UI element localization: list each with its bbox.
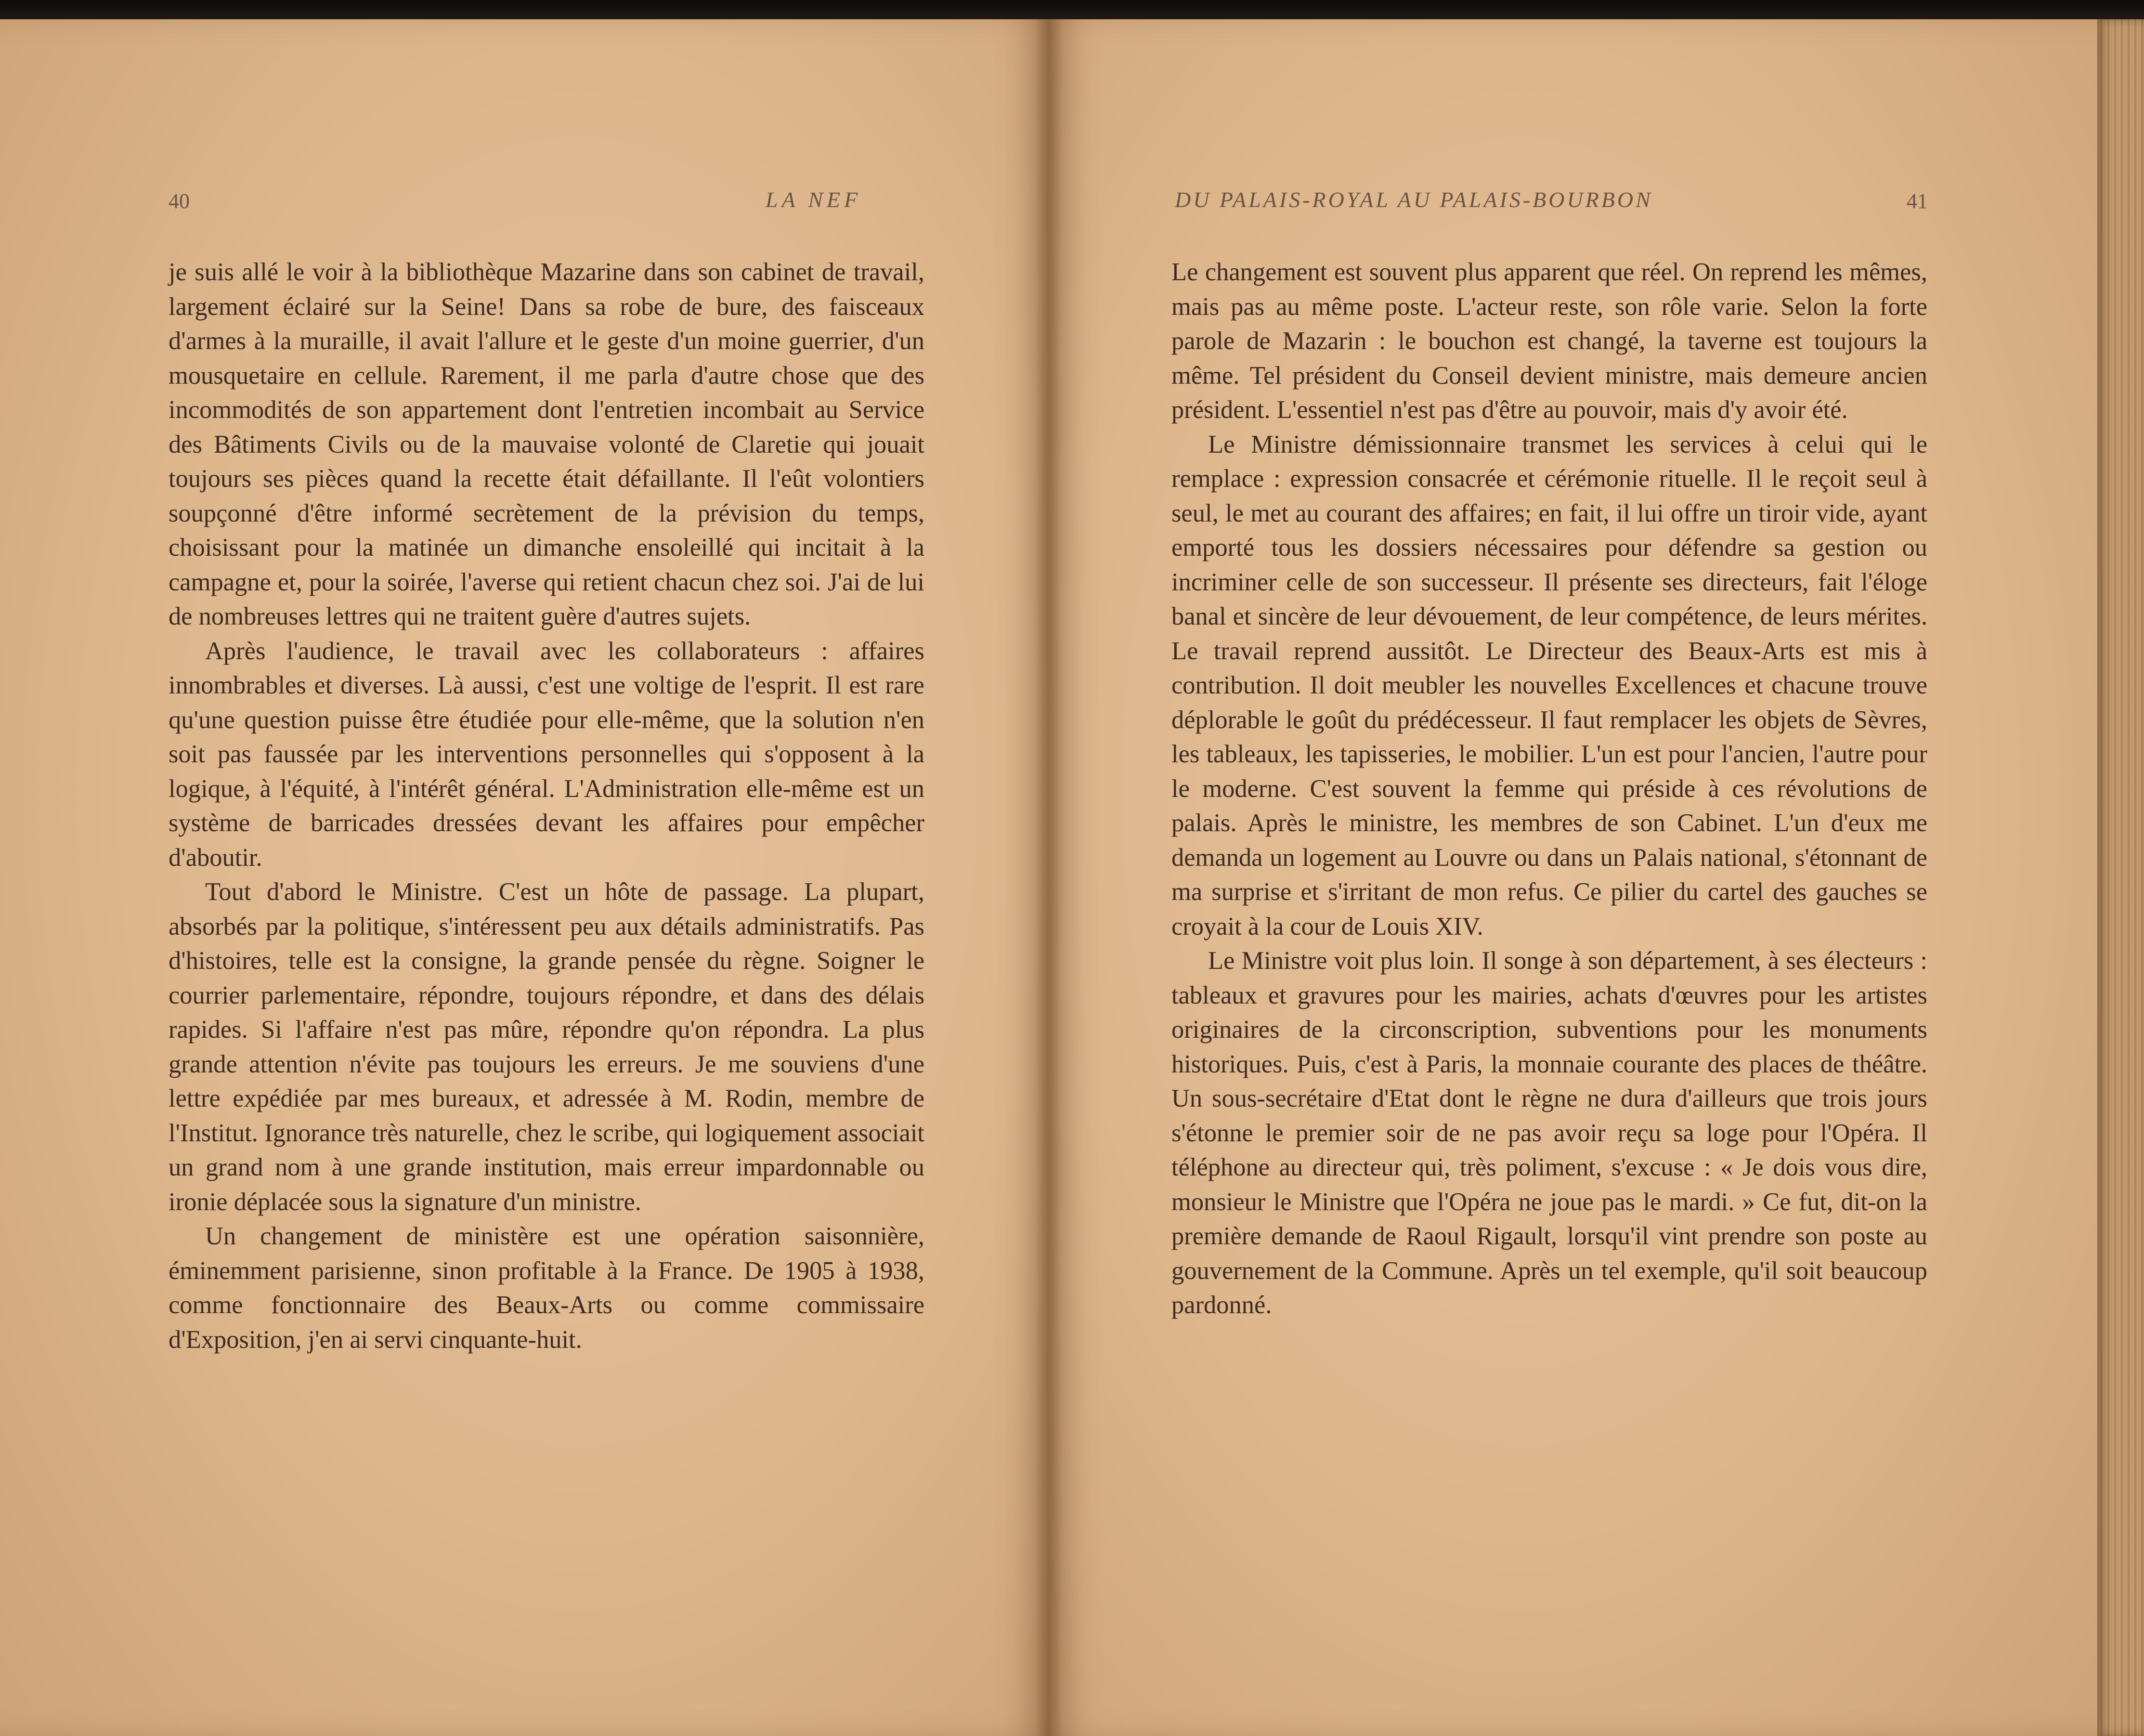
left-running-head: LA NEF <box>766 187 862 212</box>
right-paragraph-3: Le Ministre voit plus loin. Il songe à son département, à ses électeurs : tableaux et gravures pour les mairies, achats d'œuvres pour les artistes originaires de la circonscription, subventions pour les monuments historiques. Puis, c'est à Paris, la monnaie courante des places de théâtre. Un sous-secrétaire d'Etat dont le règne ne dura d'ailleurs que trois jours s'étonne le premier soir de ne pas avoir reçu sa loge pour l'Opéra. Il téléphone au directeur qui, très poliment, s'excuse : « Je dois vous dire, monsieur le Ministre que l'Opéra ne joue pas le mardi. » Ce fut, dit-on la première demande de Raoul Rigault, lorsqu'il vint prendre son poste au gouvernement de la Commune. Après un tel exemple, qu'il soit beaucoup pardonné. <box>1171 947 1927 1319</box>
right-page <box>1049 19 2097 1736</box>
right-page-number: 41 <box>1907 189 1928 213</box>
right-paragraph-1: Le changement est souvent plus apparent que réel. On reprend les mêmes, mais pas au même poste. L'acteur reste, son rôle varie. Selon la forte parole de Mazarin : le bouchon est changé, la taverne est toujours la même. Tel président du Conseil devient ministre, mais demeure ancien président. L'essentiel n'est pas d'être au pouvoir, mais d'y avoir été. <box>1171 258 1927 424</box>
right-body-text <box>1171 255 1927 1323</box>
left-paragraph-4: Un changement de ministère est une opération saisonnière, éminemment parisienne, sinon profitable à la France. De 1905 à 1938, comme fonctionnaire des Beaux-Arts ou comme commissaire d'Exposition, j'en ai servi cinquante-huit. <box>169 1222 924 1354</box>
right-running-head: DU PALAIS-ROYAL AU PALAIS-BOURBON <box>1175 187 1653 212</box>
left-page <box>0 19 1049 1736</box>
left-page-number: 40 <box>169 189 190 213</box>
book-spread <box>0 19 2144 1736</box>
left-paragraph-1: je suis allé le voir à la bibliothèque Mazarine dans son cabinet de travail, largement éclairé sur la Seine! Dans sa robe de bure, des faisceaux d'armes à la muraille, il avait l'allure et le geste d'un moine guerrier, d'un mousquetaire en cellule. Rarement, il me parla d'autre chose que des incommodités de son appartement dont l'entretien incombait au Service des Bâtiments Civils ou de la mauvaise volonté de Claretie qui jouait toujours ses pièces quand la recette était défaillante. Il l'eût volontiers soupçonné d'être informé secrètement de la prévision du temps, choisissant pour la matinée un dimanche ensoleillé qui incitait à la campagne et, pour la soirée, l'averse qui retient chacun chez soi. J'ai de lui de nombreuses lettres qui ne traitent guère d'autres sujets. <box>169 258 924 630</box>
page-edges <box>2097 19 2144 1736</box>
right-paragraph-2: Le Ministre démissionnaire transmet les services à celui qui le remplace : expression consacrée et cérémonie rituelle. Il le reçoit seul à seul, le met au courant des affaires; en fait, il lui offre un tiroir vide, ayant emporté tous les dossiers nécessaires pour défendre sa gestion ou incriminer celle de son successeur. Il présente ses directeurs, fait l'éloge banal et sincère de leur dévouement, de leur compétence, de leurs mérites. Le travail reprend aussitôt. Le Directeur des Beaux-Arts est mis à contribution. Il doit meubler les nouvelles Excellences et chacune trouve déplorable le goût du prédécesseur. Il faut remplacer les objets de Sèvres, les tableaux, les tapisseries, le mobilier. L'un est pour l'ancien, l'autre pour le moderne. C'est souvent la femme qui préside à ces révolutions de palais. Après le ministre, les membres de son Cabinet. L'un d'eux me demanda un logement au Louvre ou dans un Palais national, s'étonnant de ma surprise et s'irritant de mon refus. Ce pilier du cartel des gauches se croyait à la cour de Louis XIV. <box>1171 430 1927 940</box>
left-body-text <box>169 255 924 1357</box>
left-paragraph-3: Tout d'abord le Ministre. C'est un hôte de passage. La plupart, absorbés par la politique, s'intéressent peu aux détails administratifs. Pas d'histoires, telle est la consigne, la grande pensée du règne. Soigner le courrier parlementaire, répondre, toujours répondre, et dans des délais rapides. Si l'affaire n'est pas mûre, répondre qu'on répondra. La plus grande attention n'évite pas toujours les erreurs. Je me souviens d'une lettre expédiée par mes bureaux, et adressée à M. Rodin, membre de l'Institut. Ignorance très naturelle, chez le scribe, qui logiquement associait un grand nom à une grande institution, mais erreur impardonnable ou ironie déplacée sous la signature d'un ministre. <box>169 878 924 1216</box>
left-paragraph-2: Après l'audience, le travail avec les collaborateurs : affaires innombrables et diverses. Là aussi, c'est une voltige de l'esprit. Il est rare qu'une question puisse être étudiée pour elle-même, que la solution n'en soit pas faussée par les interventions personnelles qui s'opposent à la logique, à l'équité, à l'intérêt général. L'Administration elle-même est un système de barricades dressées devant les affaires pour empêcher d'aboutir. <box>169 637 924 872</box>
